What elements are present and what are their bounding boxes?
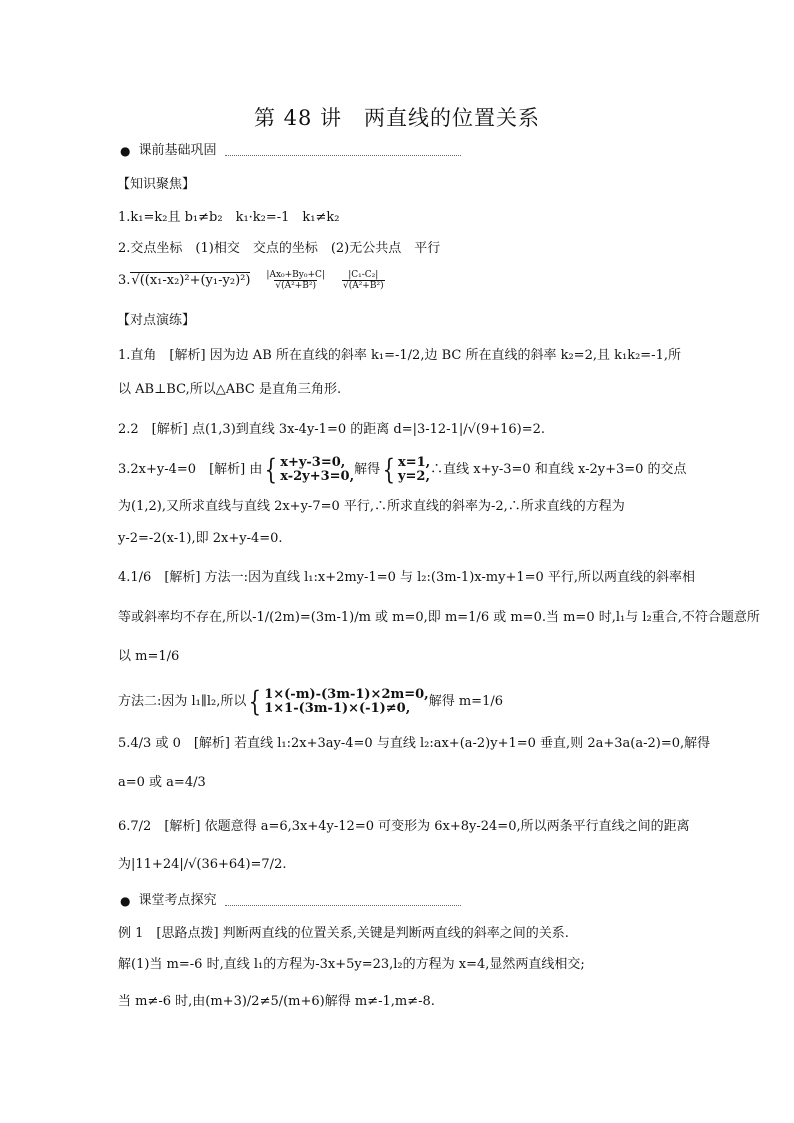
dotted-leader (225, 896, 461, 906)
practice-1-line-2: 以 AB⊥BC,所以△ABC 是直角三角形. (118, 382, 342, 397)
practice-4-method-2: 方法二:因为 l₁∥l₂,所以 { 1×(-m)-(3m-1)×2m=0, 1×1-(3m-1)×(-1)≠0, 解得 m=1/6 (118, 685, 503, 718)
practice-4-line-1: 4.1/6 [解析] 方法一:因为直线 l₁:x+2my-1=0 与 l₂:(3m-1)x-my+1=0 平行,所以两直线的斜率相 (118, 570, 696, 585)
knowledge-line-1: 1.k₁=k₂且 b₁≠b₂ k₁·k₂=-1 k₁≠k₂ (118, 210, 340, 225)
practice-2: 2.2 [解析] 点(1,3)到直线 3x-4y-1=0 的距离 d=|3-12-1|/√(9+16)=2. (118, 422, 546, 437)
section-in-class (120, 892, 461, 910)
example-1-solution-line-2: 当 m≠-6 时,由(m+3)/2≠5/(m+6)解得 m≠-1,m≠-8. (118, 994, 435, 1009)
practice-4-line-3: 以 m=1/6 (118, 649, 180, 664)
section-title: 课堂考点探究 (138, 893, 217, 908)
heading-knowledge: 【知识聚焦】 (117, 177, 196, 192)
dotted-leader (225, 146, 461, 156)
distance-formula: √((x₁-x₂)²+(y₁-y₂)²) (131, 272, 251, 288)
practice-3-line-2: 为(1,2),又所求直线与直线 2x+y-7=0 平行,∴所求直线的斜率为-2,∴所求直线的方程为 (118, 499, 625, 514)
practice-4-line-2: 等或斜率均不存在,所以-1/(2m)=(3m-1)/m 或 m=0,即 m=1/6 或 m=0.当 m=0 时,l₁与 l₂重合,不符合题意所 (118, 610, 760, 625)
section-title: 课前基础巩固 (138, 143, 217, 158)
section-pre-class (120, 142, 461, 160)
item-number: 3. (118, 272, 131, 288)
practice-5-line-2: a=0 或 a=4/3 (118, 775, 206, 790)
practice-5-line-1: 5.4/3 或 0 [解析] 若直线 l₁:2x+3ay-4=0 与直线 l₂:ax+(a-2)y+1=0 垂直,则 2a+3a(a-2)=0,解得 (118, 736, 711, 751)
practice-6-line-2: 为|11+24|/√(36+64)=7/2. (118, 857, 287, 872)
condition-system: { 1×(-m)-(3m-1)×2m=0, 1×1-(3m-1)×(-1)≠0, (249, 685, 429, 718)
practice-3-line-1: 3.2x+y-4=0 [解析] 由 { x+y-3=0, x-2y+3=0, 解得 { x=1, y=2, ∴直线 x+y-3=0 和直线 x-2y+3=0 的交点 (118, 453, 687, 486)
page-title: 第 48 讲 两直线的位置关系 (253, 106, 541, 130)
bullet-icon: ● (120, 144, 131, 158)
example-1-hint: 例 1 [思路点拨] 判断两直线的位置关系,关键是判断两直线的斜率之间的关系. (118, 926, 569, 941)
practice-3-line-3: y-2=-2(x-1),即 2x+y-4=0. (118, 531, 283, 546)
example-1-solution-line-1: 解(1)当 m=-6 时,直线 l₁的方程为-3x+5y=23,l₂的方程为 x=4,显然两直线相交; (118, 957, 585, 972)
practice-6-line-1: 6.7/2 [解析] 依题意得 a=6,3x+4y-12=0 可变形为 6x+8y-24=0,所以两条平行直线之间的距离 (118, 819, 690, 834)
solution-system: { x=1, y=2, (382, 453, 431, 486)
knowledge-line-3 (118, 270, 386, 291)
equation-system: { x+y-3=0, x-2y+3=0, (265, 453, 355, 486)
practice-1-line-1: 1.直角 [解析] 因为边 AB 所在直线的斜率 k₁=-1/2,边 BC 所在直线的斜率 k₂=2,且 k₁k₂=-1,所 (118, 348, 681, 363)
knowledge-line-2: 2.交点坐标 (1)相交 交点的坐标 (2)无公共点 平行 (118, 241, 441, 256)
bullet-icon: ● (120, 894, 131, 908)
point-line-distance-formula: |Ax₀+By₀+C| √(A²+B²) (266, 270, 325, 291)
heading-practice: 【对点演练】 (117, 313, 196, 328)
parallel-lines-distance-formula: |C₁-C₂| √(A²+B²) (342, 270, 384, 291)
